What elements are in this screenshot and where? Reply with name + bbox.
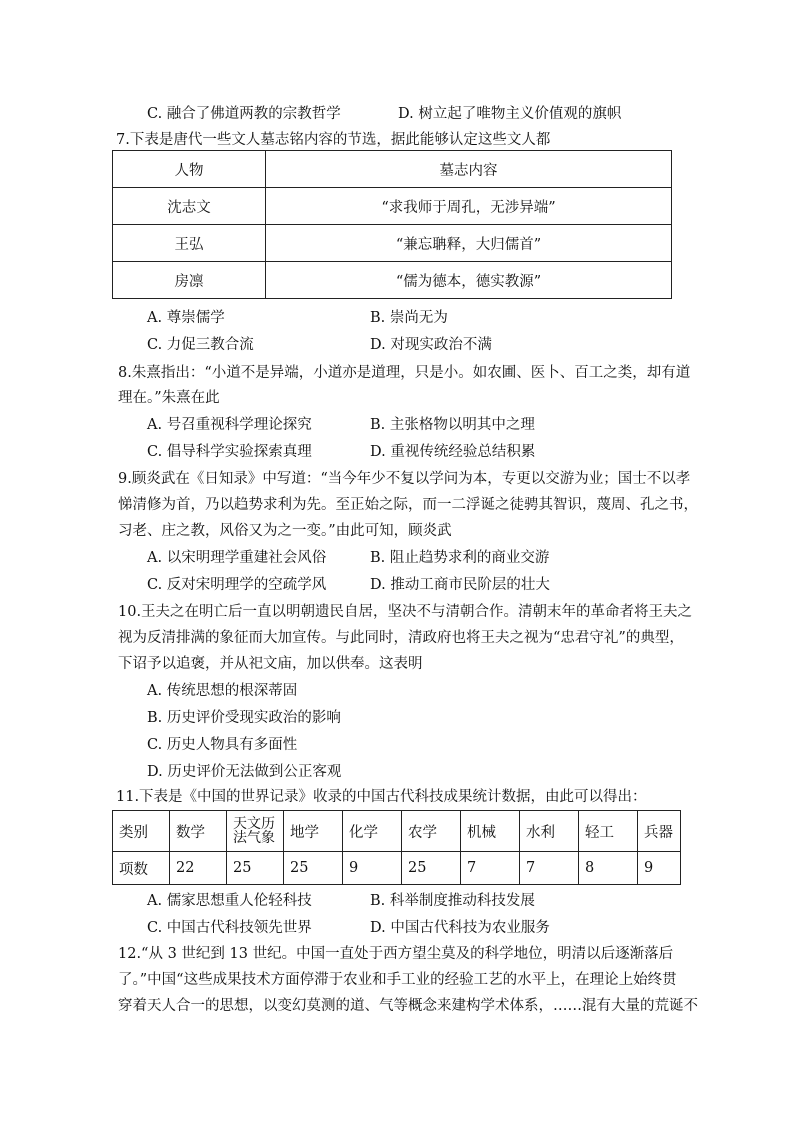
table-cell-count: 25 (284, 852, 343, 885)
table-cell-text: “儒为德本，德实教源” (266, 262, 672, 299)
table-cell-name: 房凛 (113, 262, 266, 299)
q8-stem-line2: 理在。”朱熹在此 (118, 390, 220, 406)
q10-stem-line3: 下诏予以追褒，并从祀文庙，加以供奉。这表明 (118, 656, 423, 672)
table-cell-category (227, 811, 284, 852)
q9-stem-line2: 悌清修为首，乃以趋势求利为先。至正始之际，而一二浮诞之徒骋其智识，蔑周、孔之书， (118, 497, 698, 513)
q7-table (112, 150, 672, 299)
q10-option-a: A. 传统思想的根深蒂固 (147, 683, 298, 699)
q12-stem-line1: 12.“从 3 世纪到 13 世纪。中国一直处于西方望尘莫及的科学地位，明清以后逐渐落后 (118, 946, 674, 962)
q11-option-a: A. 儒家思想重人伦轻科技 (147, 893, 312, 909)
q8-stem-line1: 8.朱熹指出：“小道不是异端，小道亦是道理，只是小。如农圃、医卜、百工之类，却有道 (118, 365, 691, 381)
table-row (113, 262, 672, 299)
category-line: 法气象 (233, 830, 275, 846)
category-line: 天文历 (233, 816, 275, 832)
table-cell-text: “兼忘聃释，大归儒首” (266, 225, 672, 262)
q7-option-b: B. 崇尚无为 (370, 310, 448, 326)
table-cell-category: 轻工 (579, 811, 638, 852)
q11-option-b: B. 科举制度推动科技发展 (370, 893, 535, 909)
q12-stem-line2: 了。”中国“这些成果技术方面停滞于农业和手工业的经验工艺的水平上，在理论上始终贯 (118, 972, 677, 988)
q8-option-b: B. 主张格物以明其中之理 (370, 417, 535, 433)
table-cell-count: 22 (170, 852, 227, 885)
table-cell-category: 数学 (170, 811, 227, 852)
table-cell-count: 25 (227, 852, 284, 885)
q9-option-c: C. 反对宋明理学的空疏学风 (147, 577, 327, 593)
q6-option-d: D. 树立起了唯物主义价值观的旗帜 (398, 106, 622, 122)
q9-stem-line3: 习老、庄之教，风俗又为之一变。”由此可知，顾炎武 (118, 523, 452, 539)
q7-option-d: D. 对现实政治不满 (370, 337, 492, 353)
q11-stem: 11.下表是《中国的世界记录》收录的中国古代科技成果统计数据，由此可以得出： (116, 789, 647, 805)
table-cell-count: 9 (638, 852, 681, 885)
table-row (113, 225, 672, 262)
table-cell-category: 化学 (343, 811, 402, 852)
q7-stem: 7.下表是唐代一些文人墓志铭内容的节选，据此能够认定这些文人都 (116, 132, 551, 148)
table-cell-category: 地学 (284, 811, 343, 852)
q10-option-c: C. 历史人物具有多面性 (147, 737, 298, 753)
table-cell-name: 王弘 (113, 225, 266, 262)
q10-option-b: B. 历史评价受现实政治的影响 (147, 710, 341, 726)
table-cell-count: 9 (343, 852, 402, 885)
q10-stem-line2: 视为反清排满的象征而大加宣传。与此同时，清政府也将王夫之视为“忠君守礼”的典型， (118, 630, 684, 646)
q8-option-c: C. 倡导科学实验探索真理 (147, 444, 312, 460)
table-cell-count: 7 (520, 852, 579, 885)
q9-option-b: B. 阻止趋势求利的商业交游 (370, 550, 550, 566)
q9-stem-line1: 9.顾炎武在《日知录》中写道：“当今年少不复以学问为本，专更以交游为业；国士不以孝 (118, 471, 691, 487)
table-cell-name: 沈志文 (113, 188, 266, 225)
q8-option-d: D. 重视传统经验总结积累 (370, 444, 536, 460)
table-cell-count: 7 (461, 852, 520, 885)
q10-stem-line1: 10.王夫之在明亡后一直以明朝遗民自居，坚决不与清朝合作。清朝末年的革命者将王夫之 (118, 604, 693, 620)
q7-option-c: C. 力促三教合流 (147, 337, 254, 353)
table-cell-category: 机械 (461, 811, 520, 852)
q10-option-d: D. 历史评价无法做到公正客观 (147, 764, 342, 780)
table-row (113, 811, 681, 852)
table-row (113, 188, 672, 225)
table-cell-count: 25 (402, 852, 461, 885)
table-cell-label: 类别 (113, 811, 170, 852)
q9-option-d: D. 推动工商市民阶层的壮大 (370, 577, 550, 593)
q11-option-c: C. 中国古代科技领先世界 (147, 920, 312, 936)
q7-option-a: A. 尊崇儒学 (147, 310, 225, 326)
q11-table (112, 810, 681, 885)
q6-option-c: C. 融合了佛道两教的宗教哲学 (147, 106, 341, 122)
table-cell-category: 水利 (520, 811, 579, 852)
q9-option-a: A. 以宋明理学重建社会风俗 (147, 550, 327, 566)
table-cell-label: 项数 (113, 852, 170, 885)
table-row (113, 852, 681, 885)
table-cell-category: 农学 (402, 811, 461, 852)
q11-option-d: D. 中国古代科技为农业服务 (370, 920, 550, 936)
table-row (113, 151, 672, 188)
table-cell-count: 8 (579, 852, 638, 885)
table-header-content: 墓志内容 (266, 151, 672, 188)
q12-stem-line3: 穿着天人合一的思想，以变幻莫测的道、气等概念来建构学术体系，……混有大量的荒诞不 (118, 998, 698, 1014)
table-cell-text: “求我师于周孔，无涉异端” (266, 188, 672, 225)
table-cell-category: 兵器 (638, 811, 681, 852)
table-header-person: 人物 (113, 151, 266, 188)
q8-option-a: A. 号召重视科学理论探究 (147, 417, 312, 433)
